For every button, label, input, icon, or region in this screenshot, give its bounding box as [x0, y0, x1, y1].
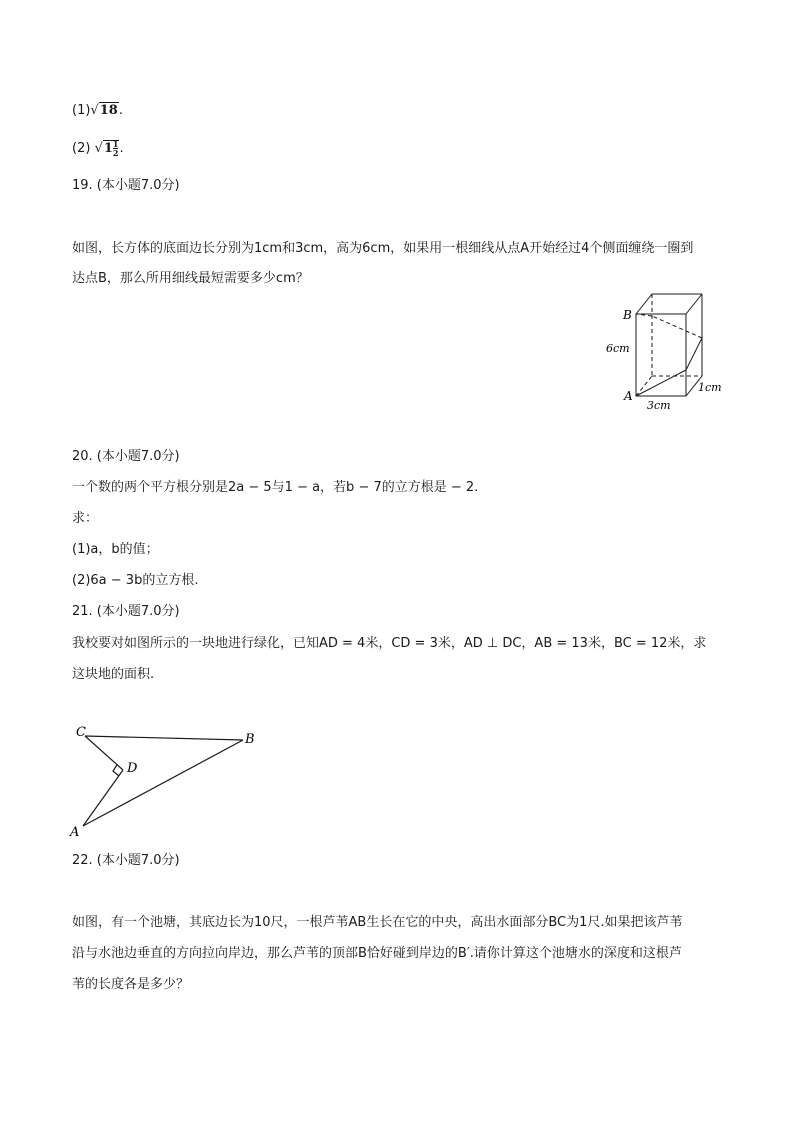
q18-part1-end: .: [118, 103, 123, 118]
q18-part1: [72, 102, 123, 120]
q20-header: 20. (本小题7.0分): [72, 449, 180, 464]
q19-header: 19. (本小题7.0分): [72, 178, 180, 193]
edge-CD: [85, 736, 123, 770]
q18-part1-radicand: 18: [99, 103, 118, 118]
q21-body-line1: 我校要对如图所示的一块地进行绿化，已知AD = 4米，CD = 3米，AD ⊥ DC，AB = 13米，BC = 12米，求: [72, 636, 707, 651]
q19-body-line1: 如图，长方体的底面边长分别为1cm和3cm，高为6cm，如果用一根细线从点A开始经过4个侧面缠绕一圈到: [72, 241, 694, 256]
label-D: D: [127, 761, 138, 776]
q18-part1-label: (1): [72, 103, 91, 118]
edge-AB: [83, 740, 243, 826]
label-B: B: [245, 732, 255, 747]
string-front: [636, 370, 686, 396]
q18-part2-label: (2): [72, 141, 91, 156]
label-A: A: [624, 389, 633, 403]
q20-part2: (2)6a − 3b的立方根.: [72, 573, 199, 588]
q22-header: 22. (本小题7.0分): [72, 853, 180, 868]
label-C: C: [76, 725, 86, 740]
label-A: A: [70, 825, 80, 840]
q18-part2-end: .: [119, 141, 124, 156]
q19-cuboid-figure: [600, 286, 730, 414]
q18-part2-radicand: [103, 140, 120, 156]
q18-part2-whole: 1: [103, 141, 113, 156]
sqrt-symbol: √18: [90, 103, 118, 118]
label-B: B: [623, 308, 632, 322]
label-width: 3cm: [647, 399, 671, 412]
fraction-numerator: 1: [112, 139, 119, 149]
q22-body-line1: 如图，有一个池塘，其底边长为10尺，一根芦苇AB生长在它的中央，高出水面部分BC为1尺.如果把该芦苇: [72, 915, 683, 930]
string-back: [652, 316, 702, 338]
q21-quadrilateral-figure: [66, 720, 266, 840]
q20-body: 一个数的两个平方根分别是2a − 5与1 − a，若b − 7的立方根是 − 2.: [72, 480, 479, 495]
q20-part1: (1)a，b的值；: [72, 542, 159, 557]
sqrt-symbol: √1 $\frac{1}{2}$: [94, 139, 119, 158]
label-depth: 1cm: [698, 381, 722, 394]
q21-header: 21. (本小题7.0分): [72, 604, 180, 619]
q18-part2-fraction: [113, 140, 119, 157]
q21-body-line2: 这块地的面积.: [72, 667, 155, 682]
right-angle-marker: [113, 765, 119, 776]
q18-part2: [72, 140, 124, 158]
q22-body-line3: 苇的长度各是多少？: [72, 977, 190, 992]
edge-DA: [83, 770, 123, 826]
cuboid-front-face: [636, 314, 686, 396]
q22-body-line2: 沿与水池边垂直的方向拉向岸边，那么芦苇的顶部B恰好碰到岸边的B′.请你计算这个池塘水的深度和这根芦: [72, 946, 682, 961]
fraction-denominator: 2: [112, 148, 119, 158]
q19-body-line2: 达点B，那么所用细线最短需要多少cm？: [72, 271, 309, 286]
q20-ask: 求：: [72, 511, 99, 526]
string-side: [686, 338, 702, 370]
edge-CB: [85, 736, 243, 740]
label-height: 6cm: [606, 342, 630, 355]
